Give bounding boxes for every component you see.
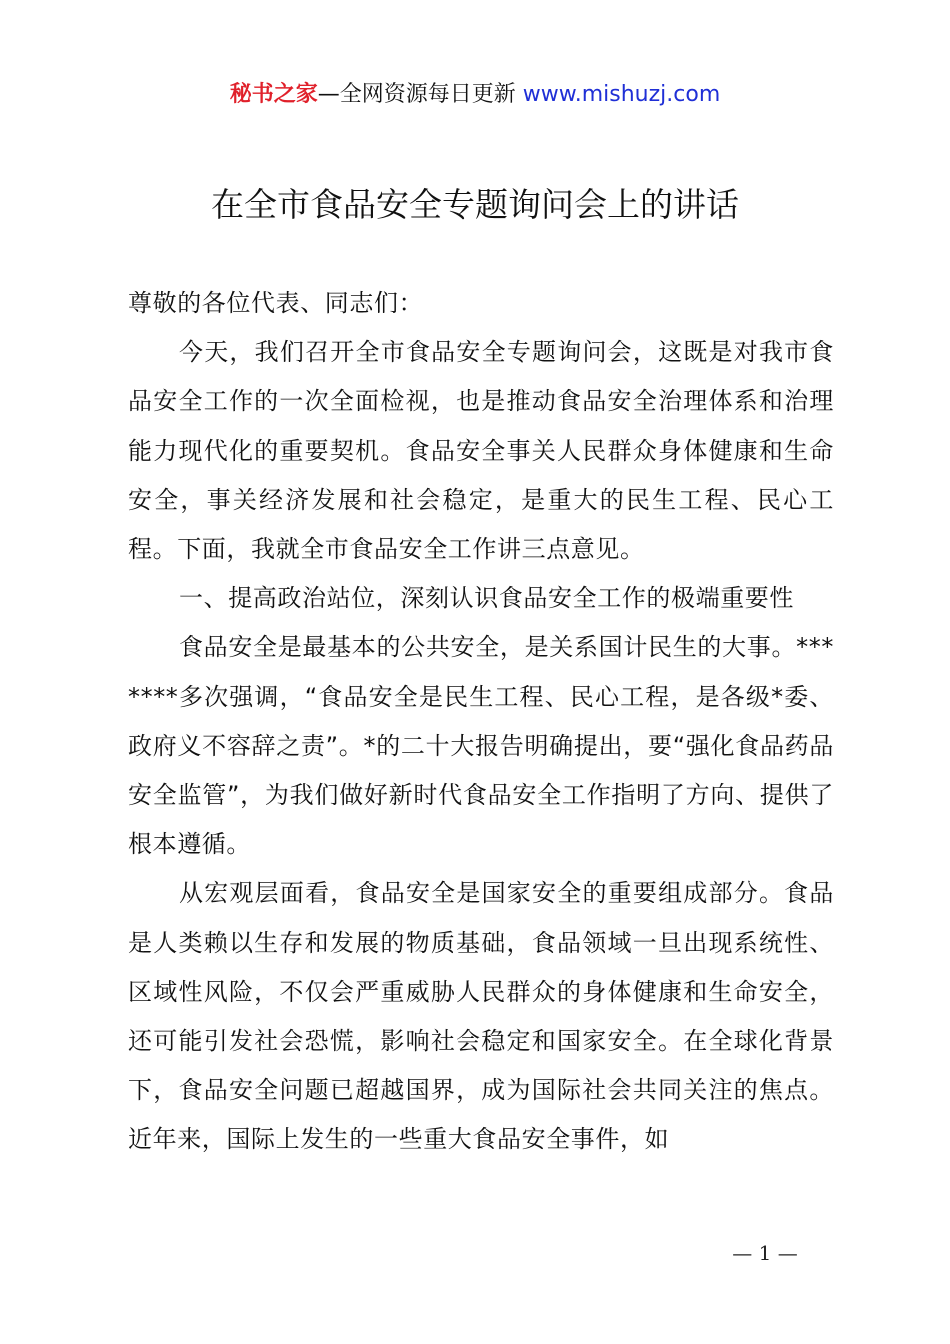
section-heading: 一、提高政治站位，深刻认识食品安全工作的极端重要性 xyxy=(179,584,794,613)
document-title: 在全市食品安全专题询问会上的讲话 xyxy=(211,185,739,224)
site-brand: 秘书之家 xyxy=(229,82,318,107)
document-body xyxy=(128,279,834,1165)
site-url-link[interactable]: www.mishuzj.com xyxy=(522,82,721,107)
body-paragraph: 从宏观层面看，食品安全是国家安全的重要组成部分。食品是人类赖以生存和发展的物质基础，食品领域一旦出现系统性、区域性风险，不仅会严重威胁人民群众的身体健康和生命安全，还可能引发社会恐慌，影响社会稳定和国家安全。在全球化背景下，食品安全问题已超越国界，成为国际社会共同关注的焦点。近年来，国际上发生的一些重大食品安全事件，如 xyxy=(128,879,834,1154)
page-number: — 1 — xyxy=(732,1241,798,1265)
salutation: 尊敬的各位代表、同志们： xyxy=(128,289,424,317)
body-paragraph: 食品安全是最基本的公共安全，是关系国计民生的大事。*******多次强调，“食品安全是民生工程、民心工程，是各级*委、政府义不容辞之责”。*的二十大报告明确提出，要“强化食品药品安全监管”，为我们做好新时代食品安全工作指明了方向、提供了根本遵循。 xyxy=(128,633,834,859)
header-separator: — xyxy=(317,82,340,107)
header-tagline: 全网资源每日更新 xyxy=(339,82,523,107)
site-header xyxy=(0,78,950,112)
body-paragraph: 今天，我们召开全市食品安全专题询问会，这既是对我市食品安全工作的一次全面检视，也是推动食品安全治理体系和治理能力现代化的重要契机。食品安全事关人民群众身体健康和生命安全，事关经济发展和社会稳定，是重大的民生工程、民心工程。下面，我就全市食品安全工作讲三点意见。 xyxy=(128,338,834,564)
